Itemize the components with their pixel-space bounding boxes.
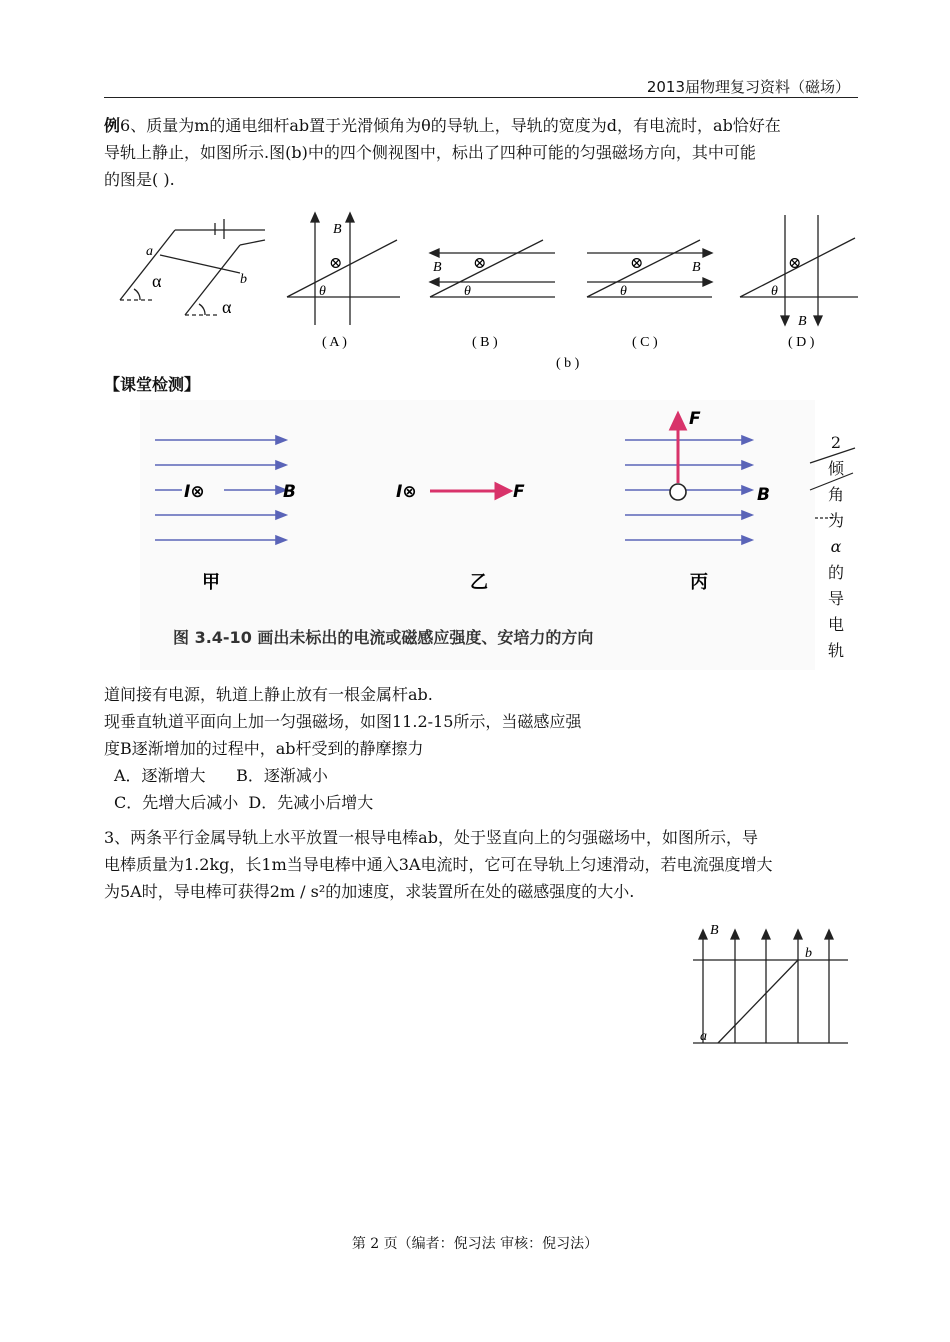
panel-a-angle: θ [319, 284, 326, 299]
bing-conductor-icon [670, 484, 686, 500]
yi-label: 乙 [470, 572, 488, 593]
yi-force: F [513, 482, 525, 502]
q2-vchar-1: 倾 [827, 459, 844, 478]
page-header-title: 2013届物理复习资料（磁场） [646, 78, 850, 96]
section-title: 【课堂检测】 [104, 375, 201, 394]
panel-a-field: B [333, 222, 342, 237]
panel-d-angle: θ [771, 284, 778, 299]
question3-text [104, 824, 856, 905]
panel-b-caption: ( B ) [472, 335, 498, 350]
example-label: 例 [104, 116, 121, 135]
sketch-label-a: a [146, 244, 153, 259]
q2-vchar-3: 为 [827, 511, 844, 530]
q3-line1: 3、两条平行金属导轨上水平放置一根导电棒ab，处于竖直向上的匀强磁场中，如图所示，导 [104, 828, 758, 847]
rail-sketch [120, 219, 265, 315]
figure-b-caption: ( b ) [556, 356, 580, 371]
q2-line3: 度B逐渐增加的过程中，ab杆受到的静摩擦力 [104, 739, 424, 758]
panel-c-angle: θ [620, 284, 627, 299]
sketch-label-b: b [240, 272, 247, 287]
q2-vchar-0: 2 [830, 433, 842, 452]
bing-field: B [757, 485, 770, 505]
header-divider [104, 97, 858, 98]
panel-b [430, 240, 555, 297]
q3-label-a: a [700, 1029, 707, 1044]
panel-b-field: B [433, 260, 442, 275]
panel-c-field: B [692, 260, 701, 275]
example6-text [104, 112, 856, 193]
figure-3-4-10 [140, 400, 815, 670]
panel-b-current: ⊗ [473, 255, 487, 272]
q2-vchar-2: 角 [827, 485, 844, 504]
q2-line1: 道间接有电源，轨道上静止放有一根金属杆ab. [104, 685, 433, 704]
example6-line3: 的图是( ). [104, 170, 175, 189]
q2-vchar-5: 的 [827, 563, 844, 582]
q3-line2: 电棒质量为1.2kg，长1m当导电棒中通入3A电流时，它可在导轨上匀速滑动，若电流强度增大 [104, 855, 773, 874]
q3-label-b: b [805, 946, 812, 961]
yi-current: I⊗ [396, 482, 417, 502]
panel-d-field: B [798, 314, 807, 329]
q2-vchar-8: 轨 [827, 641, 844, 660]
q2-vchar-4: α [830, 537, 842, 556]
q2-vchar-7: 电 [827, 615, 844, 634]
jia-current: I⊗ [184, 482, 205, 502]
example6-line2: 导轨上静止，如图所示.图(b)中的四个侧视图中，标出了四种可能的匀强磁场方向，其中可能 [104, 143, 756, 162]
panel-c-caption: ( C ) [632, 335, 658, 350]
panel-a-caption: ( A ) [322, 335, 347, 350]
figure-q3 [688, 918, 853, 1053]
question2-text [104, 681, 856, 816]
panel-a [287, 213, 400, 325]
bing-label: 丙 [690, 572, 708, 593]
q3-field-label: B [710, 923, 719, 938]
figure-3410-caption: 图 3.4-10 画出未标出的电流或磁感应强度、安培力的方向 [173, 628, 594, 647]
figure-b [100, 205, 870, 375]
q2-options-ab: A．逐渐增大 B．逐渐减小 [114, 766, 328, 785]
panel-c-current: ⊗ [630, 255, 644, 272]
q2-vchar-6: 导 [827, 589, 844, 608]
example6-line1: 6、质量为m的通电细杆ab置于光滑倾角为θ的导轨上，导轨的宽度为d，有电流时，ab恰好在 [120, 116, 781, 135]
jia-field: B [283, 482, 296, 502]
bing-force: F [689, 409, 701, 429]
panel-a-current: ⊗ [329, 255, 343, 272]
page-footer: 第 2 页（编者：倪习法 审核：倪习法） [351, 1236, 599, 1252]
sketch-alpha-2: α [222, 297, 232, 317]
q2-vertical-text [818, 430, 854, 664]
q2-line2: 现垂直轨道平面向上加一匀强磁场，如图11.2-15所示，当磁感应强 [104, 712, 582, 731]
panel-b-angle: θ [464, 284, 471, 299]
sketch-alpha-1: α [152, 271, 162, 291]
panel-d-current: ⊗ [788, 255, 802, 272]
q3-line3: 为5A时，导电棒可获得2m / s²的加速度，求装置所在处的磁感强度的大小. [104, 882, 635, 901]
jia-label: 甲 [202, 572, 220, 593]
panel-d-caption: ( D ) [788, 335, 815, 350]
q2-options-cd: C．先增大后减小 D．先减小后增大 [114, 793, 374, 812]
